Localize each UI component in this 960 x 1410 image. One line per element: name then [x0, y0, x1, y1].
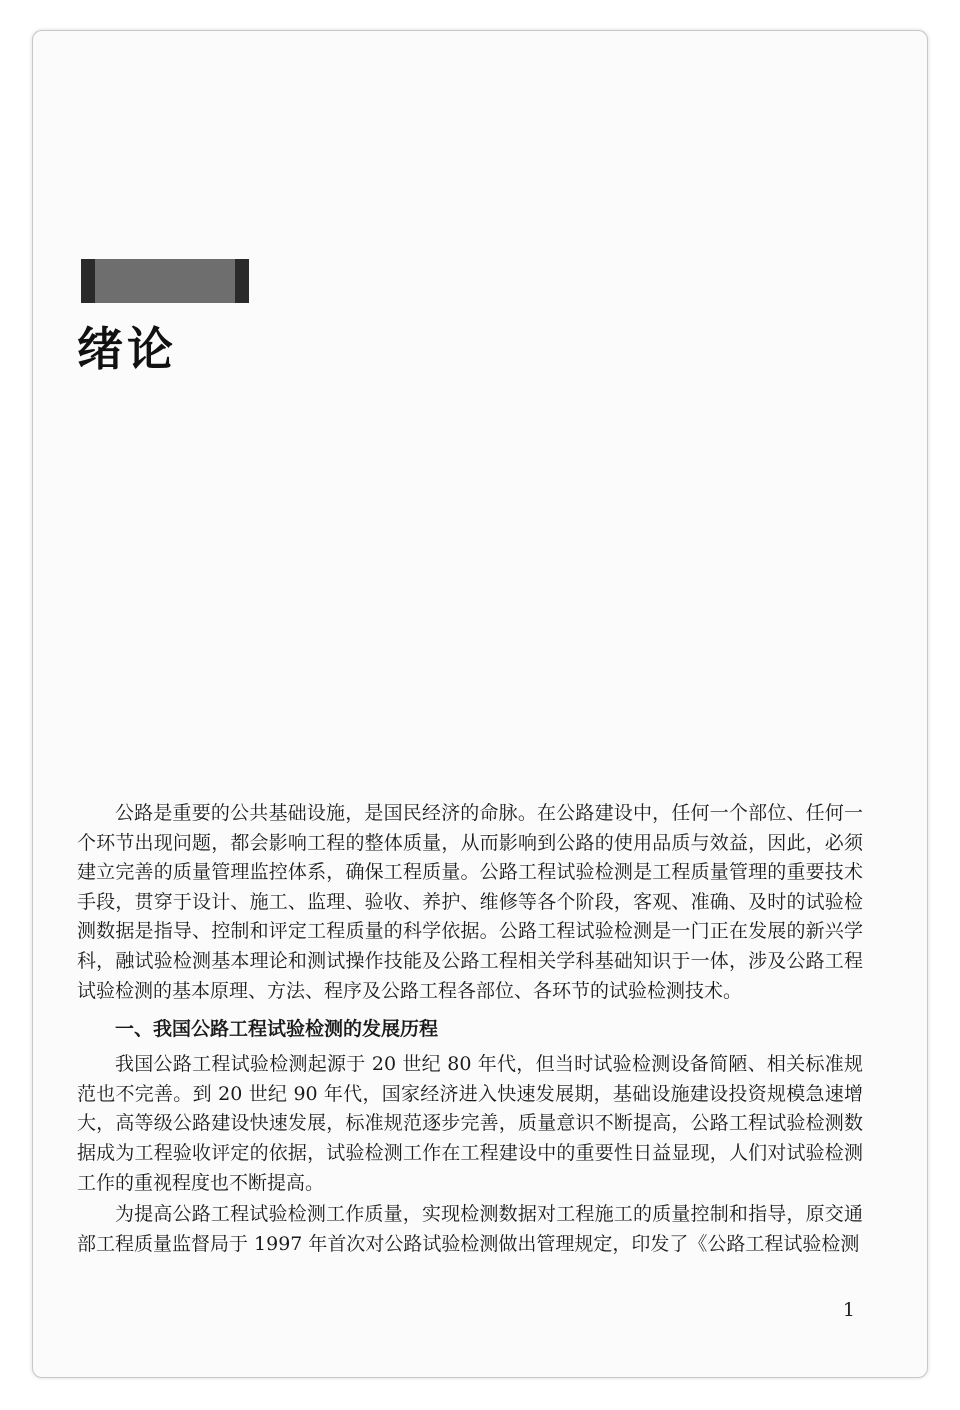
- book-page: [32, 30, 928, 1378]
- section-paragraph: 我国公路工程试验检测起源于 20 世纪 80 年代，但当时试验检测设备简陋、相关标准规范也不完善。到 20 世纪 90 年代，国家经济进入快速发展期，基础设施建设投资规模急速增大，高等级公路建设快速发展，标准规范逐步完善，质量意识不断提高，公路工程试验检测数据成为工程验收评定的依据，试验检测工作在工程建设中的重要性日益显现，人们对试验检测工作的重视程度也不断提高。: [77, 1053, 863, 1194]
- body-text: [77, 799, 863, 1259]
- chapter-bar-right-cap: [235, 259, 249, 303]
- intro-paragraph: 公路是重要的公共基础设施，是国民经济的命脉。在公路建设中，任何一个部位、任何一个环节出现问题，都会影响工程的整体质量，从而影响到公路的使用品质与效益，因此，必须建立完善的质量管理监控体系，确保工程质量。公路工程试验检测是工程质量管理的重要技术手段，贯穿于设计、施工、监理、验收、养护、维修等各个阶段，客观、准确、及时的试验检测数据是指导、控制和评定工程质量的科学依据。公路工程试验检测是一门正在发展的新兴学科，融试验检测基本理论和测试操作技能及公路工程相关学科基础知识于一体，涉及公路工程试验检测的基本原理、方法、程序及公路工程各部位、各环节的试验检测技术。: [77, 802, 863, 1002]
- chapter-number-bar: [81, 259, 249, 303]
- chapter-bar-left-cap: [81, 259, 95, 303]
- section-heading: 一、我国公路工程试验检测的发展历程: [115, 1018, 439, 1041]
- page-number: 1: [842, 1299, 855, 1321]
- chapter-title: 绪论: [77, 322, 177, 376]
- section-paragraph: 为提高公路工程试验检测工作质量，实现检测数据对工程施工的质量控制和指导，原交通部工程质量监督局于 1997 年首次对公路试验检测做出管理规定，印发了《公路工程试验检测: [77, 1203, 863, 1255]
